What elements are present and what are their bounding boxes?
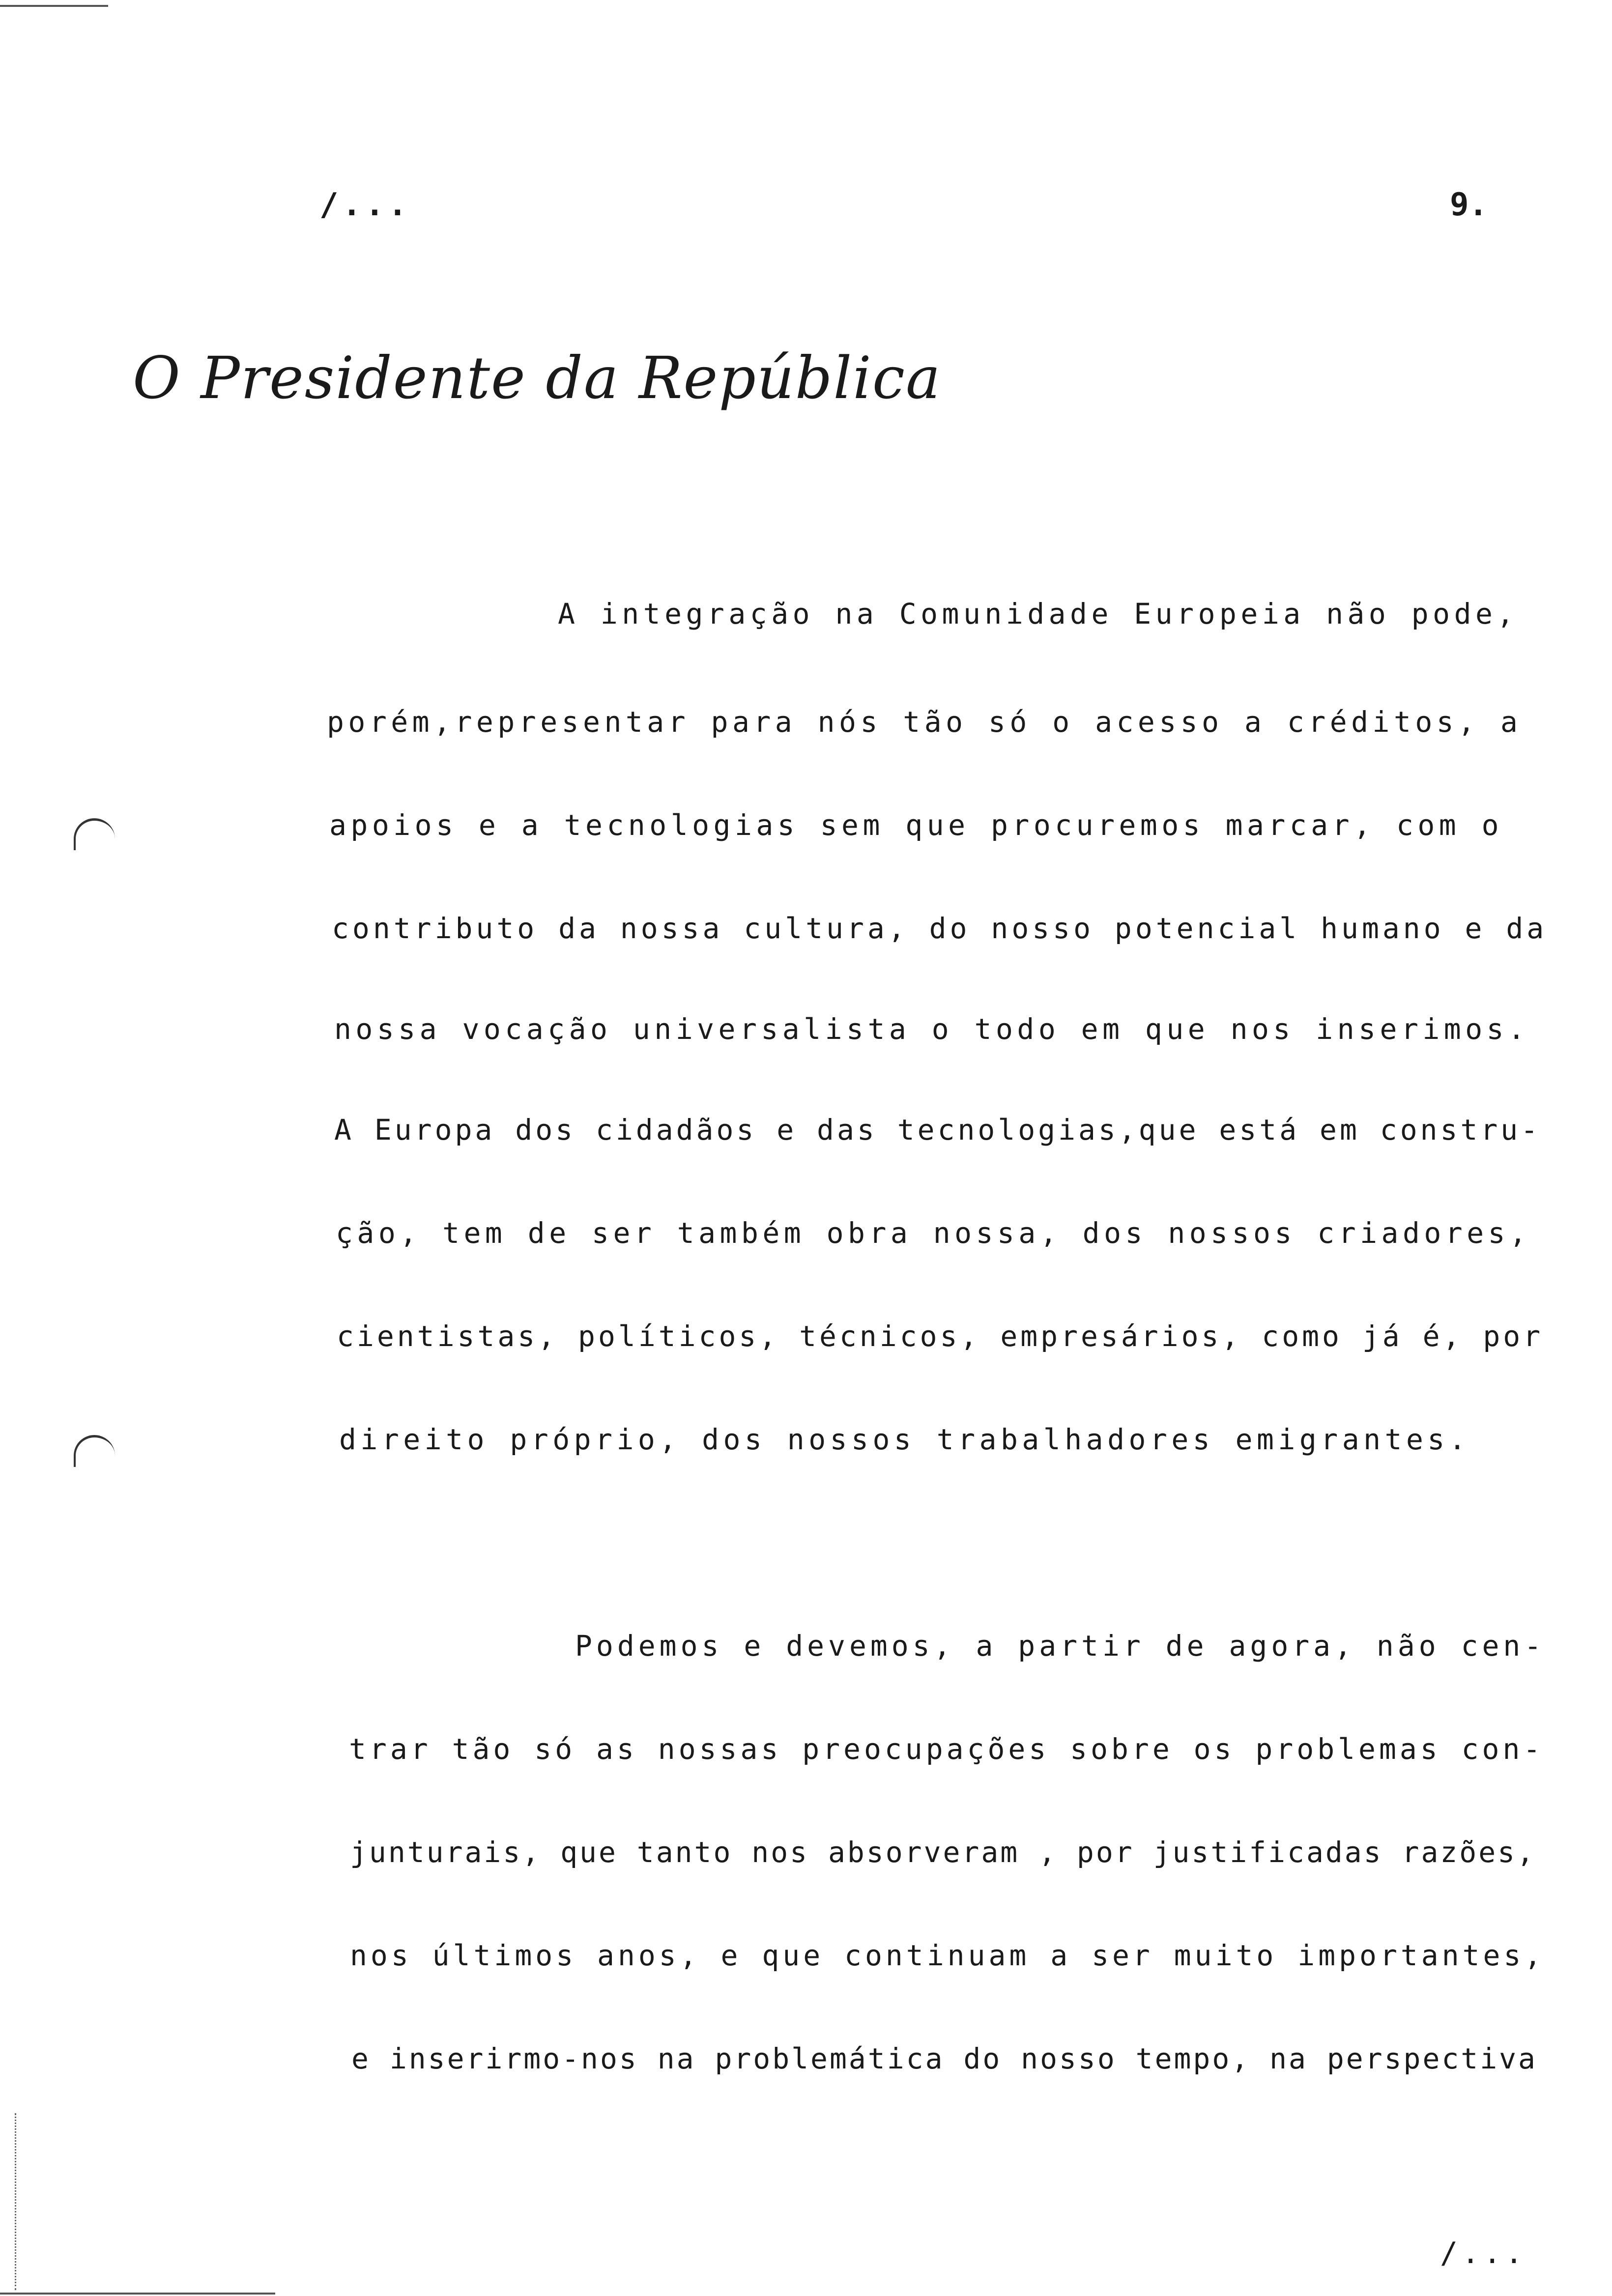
scan-edge-bottom <box>0 2293 275 2295</box>
scan-edge-top <box>0 5 108 7</box>
text-line: nos últimos anos, e que continuam a ser muito importantes, <box>350 1939 1545 1972</box>
text-line: trar tão só as nossas preocupações sobre os problemas con- <box>349 1732 1544 1766</box>
text-line: porém,representar para nós tão só o acesso a créditos, a <box>327 705 1522 739</box>
text-line: contributo da nossa cultura, do nosso potencial humano e da <box>332 912 1548 945</box>
text-line: apoios e a tecnologias sem que procuremos marcar, com o <box>329 808 1503 842</box>
text-line: Podemos e devemos, a partir de agora, não cen- <box>575 1629 1546 1663</box>
footer-continuation: /... <box>1440 2236 1527 2270</box>
header-continuation: /... <box>319 187 411 223</box>
punch-hole-mark <box>74 818 115 850</box>
office-title: O Presidente da República <box>133 344 942 412</box>
text-line: junturais, que tanto nos absorveram , por justificadas razões, <box>350 1836 1536 1869</box>
text-line: e inserirmo-nos na problemática do nosso tempo, na perspectiva <box>351 2042 1537 2075</box>
text-line: nossa vocação universalista o todo em que nos inserimos. <box>334 1012 1529 1046</box>
page-number: 9. <box>1450 187 1488 223</box>
text-line: cientistas, políticos, técnicos, empresários, como já é, por <box>337 1320 1544 1353</box>
scan-edge-left <box>15 2113 18 2290</box>
text-line: ção, tem de ser também obra nossa, dos nossos criadores, <box>336 1216 1531 1250</box>
text-line: A integração na Comunidade Europeia não pode, <box>558 597 1518 631</box>
punch-hole-mark <box>74 1435 115 1467</box>
text-line: direito próprio, dos nossos trabalhadores emigrantes. <box>339 1423 1470 1456</box>
text-line: A Europa dos cidadãos e das tecnologias,que está em constru- <box>334 1113 1541 1147</box>
